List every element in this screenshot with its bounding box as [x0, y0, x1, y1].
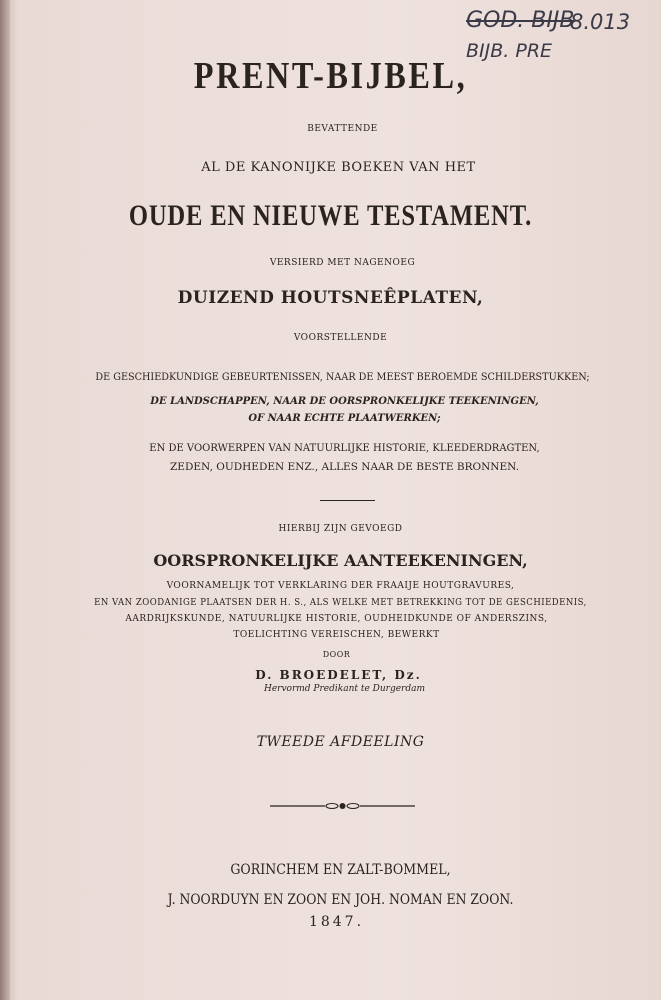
shelfmark-number: 8.013 — [570, 10, 631, 34]
line-versierd: VERSIERD MET NAGENOEG — [269, 258, 416, 268]
year: 1847. — [308, 914, 365, 930]
line-voornamelijk: VOORNAMELIJK TOT VERKLARING DER FRAAIJE HOUTGRAVURES, — [166, 581, 515, 591]
place-line: GORINCHEM EN ZALT-BOMMEL, — [230, 862, 451, 878]
aanteekeningen-heading: OORSPRONKELIJKE AANTEEKENINGEN, — [153, 551, 528, 570]
houtsneeplaten-heading: DUIZEND HOUTSNEÊPLATEN, — [177, 288, 484, 308]
shelfmark-struck: GOD. BIJB — [466, 8, 575, 33]
line-voorstellende: VOORSTELLENDE — [293, 333, 388, 343]
line-toelichting: TOELICHTING VEREISCHEN, BEWERKT — [233, 630, 440, 640]
line-door: DOOR — [322, 650, 351, 659]
line-zeden: ZEDEN, OUDHEDEN ENZ., ALLES NAAR DE BESTE BRONNEN. — [170, 461, 519, 473]
divider-rule — [320, 500, 375, 501]
line-zoodanige: EN VAN ZOODANIGE PLAATSEN DER H. S., ALS WELKE MET BETREKKING TOT DE GESCHIEDENIS, — [94, 598, 587, 608]
shelfmark-second-line: BIJB. PRE — [466, 40, 553, 62]
line-bevattende: BEVATTENDE — [307, 124, 378, 134]
line-geschiedkundige: DE GESCHIEDKUNDIGE GEBEURTENISSEN, NAAR DE MEEST BEROEMDE SCHILDERSTUKKEN; — [95, 371, 590, 383]
line-voorwerpen: EN DE VOORWERPEN VAN NATUURLIJKE HISTORIE, KLEEDERDRAGTEN, — [149, 442, 540, 454]
ornamental-rule — [270, 802, 415, 810]
testament-heading: OUDE EN NIEUWE TESTAMENT. — [128, 199, 533, 232]
author-title: Hervormd Predikant te Durgerdam — [263, 684, 426, 694]
line-plaatwerken: OF NAAR ECHTE PLAATWERKEN; — [248, 413, 441, 424]
line-landschappen: DE LANDSCHAPPEN, NAAR DE OORSPRONKELIJKE TEEKENINGEN, — [150, 396, 539, 407]
publisher-line: J. NOORDUYN EN ZOON EN JOH. NOMAN EN ZOON. — [167, 892, 514, 908]
author-name: D. BROEDELET, Dz. — [255, 668, 422, 682]
line-kanonijke: AL DE KANONIJKE BOEKEN VAN HET — [201, 160, 476, 175]
main-title: PRENT-BIJBEL, — [193, 55, 468, 97]
line-aardrijkskunde: AARDRIJKSKUNDE, NATUURLIJKE HISTORIE, OUDHEIDKUNDE OF ANDERSZINS, — [125, 614, 548, 624]
tweede-afdeeling: TWEEDE AFDEELING — [256, 734, 425, 750]
book-gutter — [0, 0, 10, 1000]
line-hierbij: HIERBIJ ZIJN GEVOEGD — [278, 524, 403, 534]
